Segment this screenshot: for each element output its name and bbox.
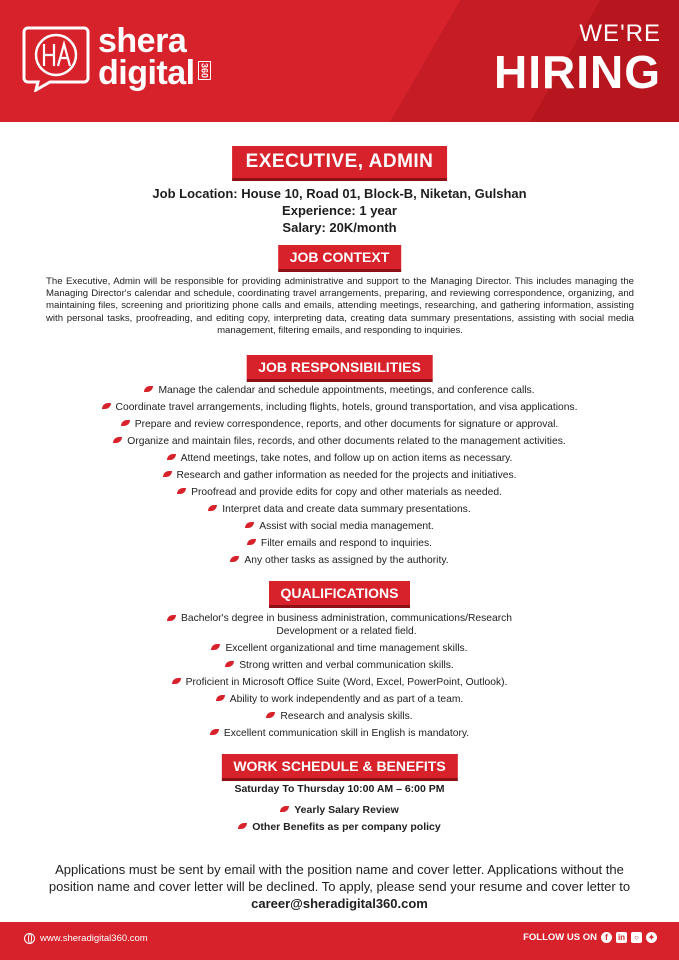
qualification-text: Proficient in Microsoft Office Suite (Word, Excel, PowerPoint, Outlook). — [185, 677, 508, 688]
benefits-list — [0, 802, 679, 836]
qualification-line: Development or a related field. — [276, 626, 417, 637]
responsibility-text: Prepare and review correspondence, reports, and other documents for signature or approval. — [134, 419, 559, 430]
instagram-icon[interactable]: ○ — [631, 932, 642, 943]
leaf-bullet-icon — [225, 661, 234, 667]
twitter-icon[interactable]: ✦ — [646, 932, 657, 943]
responsibility-text: Proofread and provide edits for copy and other materials as needed. — [191, 487, 502, 498]
list-item — [0, 433, 679, 450]
apply-text: Applications must be sent by email with the position name and cover letter. Applications without the position name and cover letter will be declined. To apply, please send your resume and cover letter to — [48, 862, 631, 894]
list-item — [0, 640, 679, 657]
leaf-bullet-icon — [121, 420, 130, 426]
list-item — [0, 725, 679, 742]
responsibilities-heading: JOB RESPONSIBILITIES — [246, 355, 433, 379]
globe-icon — [24, 933, 35, 944]
were-text: WE'RE — [579, 20, 661, 47]
list-item — [0, 450, 679, 467]
qualifications-heading: QUALIFICATIONS — [269, 581, 411, 605]
list-item — [0, 802, 679, 819]
logo-wordmark — [98, 21, 210, 92]
responsibility-text: Research and gather information as needed for the projects and initiatives. — [176, 470, 517, 481]
header-banner — [0, 0, 679, 122]
leaf-bullet-icon — [172, 678, 181, 684]
work-schedule: Saturday To Thursday 10:00 AM – 6:00 PM — [234, 783, 445, 795]
list-item — [0, 819, 679, 836]
benefits-heading: WORK SCHEDULE & BENEFITS — [221, 754, 457, 778]
job-info — [0, 185, 679, 236]
footer-bar — [0, 922, 679, 960]
list-item — [0, 691, 679, 708]
qualifications-list — [0, 610, 679, 742]
leaf-bullet-icon — [208, 505, 217, 511]
leaf-bullet-icon — [177, 488, 186, 494]
responsibility-text: Manage the calendar and schedule appointments, meetings, and conference calls. — [158, 385, 535, 396]
leaf-bullet-icon — [144, 386, 153, 392]
list-item — [0, 484, 679, 501]
benefit-text: Other Benefits as per company policy — [252, 821, 441, 833]
qualification-text: Research and analysis skills. — [280, 711, 413, 722]
responsibility-text: Interpret data and create data summary presentations. — [222, 504, 471, 515]
logo-mark-icon — [20, 22, 92, 92]
leaf-bullet-icon — [245, 522, 254, 528]
leaf-bullet-icon — [216, 695, 225, 701]
list-item — [0, 416, 679, 433]
job-experience: Experience: 1 year — [282, 203, 397, 218]
leaf-bullet-icon — [113, 437, 122, 443]
follow-us — [523, 932, 657, 943]
list-item — [0, 518, 679, 535]
responsibility-text: Coordinate travel arrangements, including flights, hotels, ground transportation, and visa applications. — [115, 402, 578, 413]
job-location: Job Location: House 10, Road 01, Block-B, Niketan, Gulshan — [152, 186, 527, 201]
responsibility-text: Filter emails and respond to inquiries. — [260, 538, 433, 549]
list-item — [0, 467, 679, 484]
qualification-text — [181, 612, 512, 638]
job-context-text: The Executive, Admin will be responsible for providing administrative and support to the Managing Director. This includes managing the Managing Director's calendar and schedule, coordinating travel arrangements, preparing, and reviewing correspondence, organizing, and maintaining files, screening and prioritizing phone calls and emails, attending meetings, researching, and gathering information, assisting with personal tasks, proofreading, and editing copy, interpreting data, creating data summary presentations, assisting with social media management, filtering emails, and responding to inquiries. — [46, 276, 634, 336]
job-context-heading: JOB CONTEXT — [278, 245, 402, 269]
hiring-headline — [494, 20, 661, 96]
leaf-bullet-icon — [230, 556, 239, 562]
leaf-bullet-icon — [210, 729, 219, 735]
leaf-bullet-icon — [167, 615, 176, 621]
list-item — [0, 382, 679, 399]
list-item — [0, 610, 679, 640]
list-item — [0, 399, 679, 416]
qualification-text: Excellent communication skill in English is mandatory. — [223, 728, 470, 739]
logo-line-digital: digital — [98, 54, 195, 92]
responsibility-text: Any other tasks as assigned by the authority. — [244, 555, 449, 566]
website-link[interactable]: www.sheradigital360.com — [40, 933, 148, 944]
leaf-bullet-icon — [211, 644, 220, 650]
list-item — [0, 657, 679, 674]
follow-label: FOLLOW US ON — [523, 932, 597, 943]
qualification-text: Ability to work independently and as part of a team. — [229, 694, 464, 705]
responsibility-text: Attend meetings, take notes, and follow up on action items as necessary. — [180, 453, 513, 464]
responsibility-text: Assist with social media management. — [259, 521, 434, 532]
facebook-icon[interactable]: f — [601, 932, 612, 943]
responsibilities-list — [0, 382, 679, 569]
hiring-text: HIRING — [494, 46, 661, 98]
responsibility-text: Organize and maintain files, records, and other documents related to the management activities. — [127, 436, 566, 447]
apply-email-link[interactable]: career@sheradigital360.com — [251, 896, 428, 911]
qualification-line: Bachelor's degree in business administration, communications/Research — [180, 613, 513, 624]
list-item — [0, 501, 679, 518]
website[interactable] — [24, 933, 148, 944]
leaf-bullet-icon — [266, 712, 275, 718]
qualification-text: Excellent organizational and time management skills. — [225, 643, 468, 654]
job-salary: Salary: 20K/month — [282, 220, 397, 235]
leaf-bullet-icon — [247, 539, 256, 545]
list-item — [0, 674, 679, 691]
leaf-bullet-icon — [102, 403, 111, 409]
list-item — [0, 708, 679, 725]
leaf-bullet-icon — [238, 823, 247, 829]
list-item — [0, 535, 679, 552]
apply-instructions — [0, 861, 679, 912]
benefit-text: Yearly Salary Review — [294, 804, 399, 816]
logo-line-shera: shera — [98, 21, 187, 60]
leaf-bullet-icon — [280, 806, 289, 812]
leaf-bullet-icon — [167, 454, 176, 460]
list-item — [0, 552, 679, 569]
job-title-badge: EXECUTIVE, ADMIN — [232, 146, 448, 178]
company-logo — [20, 21, 210, 92]
leaf-bullet-icon — [163, 471, 172, 477]
logo-360-tag: 360 — [199, 62, 210, 78]
linkedin-icon[interactable]: in — [617, 933, 626, 942]
qualification-text: Strong written and verbal communication skills. — [239, 660, 454, 671]
